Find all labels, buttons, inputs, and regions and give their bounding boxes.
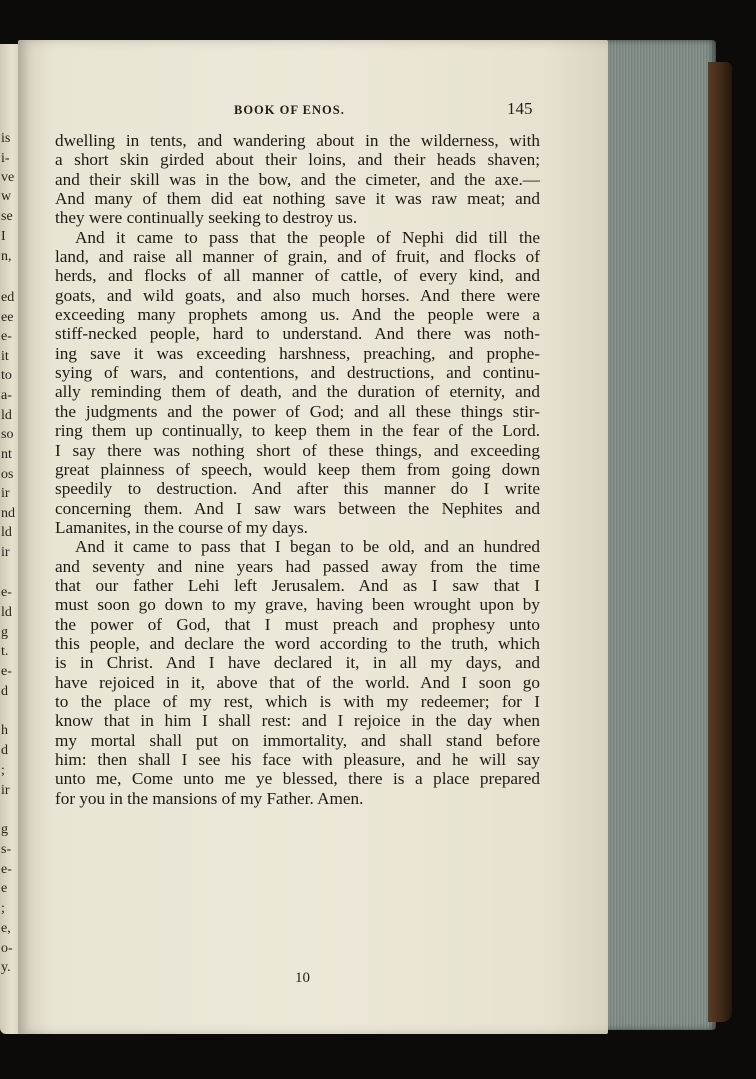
facing-page-fragment: y.: [1, 960, 11, 975]
facing-page-fragment: ee: [1, 310, 14, 325]
facing-page-fragment: h: [1, 723, 8, 738]
facing-page-fragment: ir: [1, 486, 10, 501]
facing-page-fragment: I: [1, 229, 6, 244]
facing-page-fragment: ld: [1, 525, 12, 540]
facing-page-fragment: s-: [1, 842, 12, 857]
facing-page-fragment: ;: [1, 763, 5, 778]
text-line: unto me, Come unto me ye blessed, there is a place prepared: [55, 769, 540, 789]
text-line: concerning them. And I saw wars between the Nephites and: [55, 498, 540, 518]
facing-page-fragment: g: [1, 822, 8, 837]
facing-page-fragment: nt: [1, 447, 12, 462]
facing-page-fragment: ve: [1, 170, 15, 185]
facing-page-fragment: i-: [1, 151, 10, 166]
text-line: great plainness of speech, would keep them from going down: [55, 459, 540, 479]
text-line: stiff-necked people, hard to understand. And there was noth-: [55, 324, 540, 344]
text-line: exceeding many prophets among us. And the people were a: [55, 305, 540, 325]
facing-page-fragment: ir: [1, 545, 10, 560]
text-line: and seventy and nine years had passed away from the time: [55, 556, 540, 576]
text-line: land, and raise all manner of grain, and of fruit, and flocks of: [55, 247, 540, 267]
facing-page-fragment: d: [1, 684, 8, 699]
text-line: Lamanites, in the course of my days.: [55, 517, 308, 537]
facing-page-fragment: nd: [1, 506, 15, 521]
text-line: know that in him I shall rest: and I rejoice in the day when: [55, 711, 540, 731]
signature-mark: 10: [295, 970, 310, 986]
text-line: And many of them did eat nothing save it was raw meat; and: [55, 189, 540, 209]
facing-page-fragment: e: [1, 881, 8, 896]
text-line: herds, and flocks of all manner of cattle, of every kind, and: [55, 266, 540, 286]
facing-page-fragment: e-: [1, 862, 12, 877]
text-line: the power of God, that I must preach and prophesy unto: [55, 614, 540, 634]
book-cover-edge: [708, 62, 732, 1022]
text-line: ally reminding them of death, and the duration of eternity, and: [55, 382, 540, 402]
text-line: have rejoiced in it, above that of the world. And I soon go: [55, 672, 540, 692]
page-header: [0, 99, 756, 123]
facing-page-fragment: a-: [1, 388, 12, 403]
facing-page-fragment: ld: [1, 408, 12, 423]
text-line: him: then shall I see his face with pleasure, and he will say: [55, 750, 540, 769]
text-line: dwelling in tents, and wandering about in the wilderness, with: [55, 131, 540, 150]
facing-page-fragment: is: [1, 131, 11, 146]
facing-page-fragment: ;: [1, 901, 5, 916]
text-line: ing save it was exceeding harshness, preaching, and prophe-: [55, 343, 540, 363]
running-head: BOOK OF ENOS.: [234, 103, 345, 117]
text-line: I say there was nothing short of these things, and exceeding: [55, 440, 540, 460]
text-line: sying of wars, and contentions, and destructions, and continu-: [55, 363, 540, 383]
facing-page-fragment: n,: [1, 249, 12, 264]
facing-page-fragment: e-: [1, 329, 12, 344]
text-line: ring them up continually, to keep them in the fear of the Lord.: [55, 421, 540, 441]
text-line: for you in the mansions of my Father. Amen.: [55, 788, 364, 808]
facing-page-fragment: it: [1, 349, 9, 364]
text-line: And it came to pass that I began to be old, and an hundred: [75, 537, 540, 557]
facing-page-fragment: so: [1, 427, 14, 442]
text-line: they were continually seeking to destroy us.: [55, 208, 358, 228]
facing-page-fragment: ld: [1, 605, 12, 620]
facing-page-fragment: os: [1, 467, 14, 482]
page-edge-stack: [604, 40, 716, 1030]
facing-page-fragment: w: [1, 189, 12, 204]
text-line: this people, and declare the word according to the truth, which: [55, 633, 540, 653]
facing-page-fragment: e-: [1, 664, 12, 679]
facing-page-fragment: t.: [1, 644, 9, 659]
text-line: must soon go down to my grave, having been wrought upon by: [55, 595, 540, 615]
text-line: that our father Lehi left Jerusalem. And as I saw that I: [55, 575, 540, 595]
text-line: a short skin girded about their loins, and their heads shaven;: [55, 150, 540, 170]
facing-page-fragment: ed: [1, 290, 15, 305]
text-line: speedily to destruction. And after this manner do I write: [55, 479, 540, 499]
text-line: to the place of my rest, which is with my redeemer; for I: [55, 691, 540, 711]
facing-page-fragment: e,: [1, 921, 11, 936]
facing-page-fragment: g: [1, 625, 8, 640]
page-number: 145: [507, 99, 533, 118]
facing-page-fragment: se: [1, 209, 13, 224]
facing-page-fragment: o-: [1, 941, 13, 956]
text-line: is in Christ. And I have declared it, in all my days, and: [55, 653, 540, 673]
facing-page-fragment: ir: [1, 783, 10, 798]
facing-page-fragment: e-: [1, 585, 12, 600]
text-line: And it came to pass that the people of Nephi did till the: [75, 227, 540, 247]
facing-page-fragment: to: [1, 368, 12, 383]
facing-page-fragment: d: [1, 743, 8, 758]
text-line: and their skill was in the bow, and the cimeter, and the axe.—: [55, 169, 540, 189]
text-line: the judgments and the power of God; and all these things stir-: [55, 401, 540, 421]
text-line: goats, and wild goats, and also much horses. And there were: [55, 285, 540, 305]
text-line: my mortal shall put on immortality, and shall stand before: [55, 730, 540, 750]
page-body-text: [55, 131, 540, 808]
